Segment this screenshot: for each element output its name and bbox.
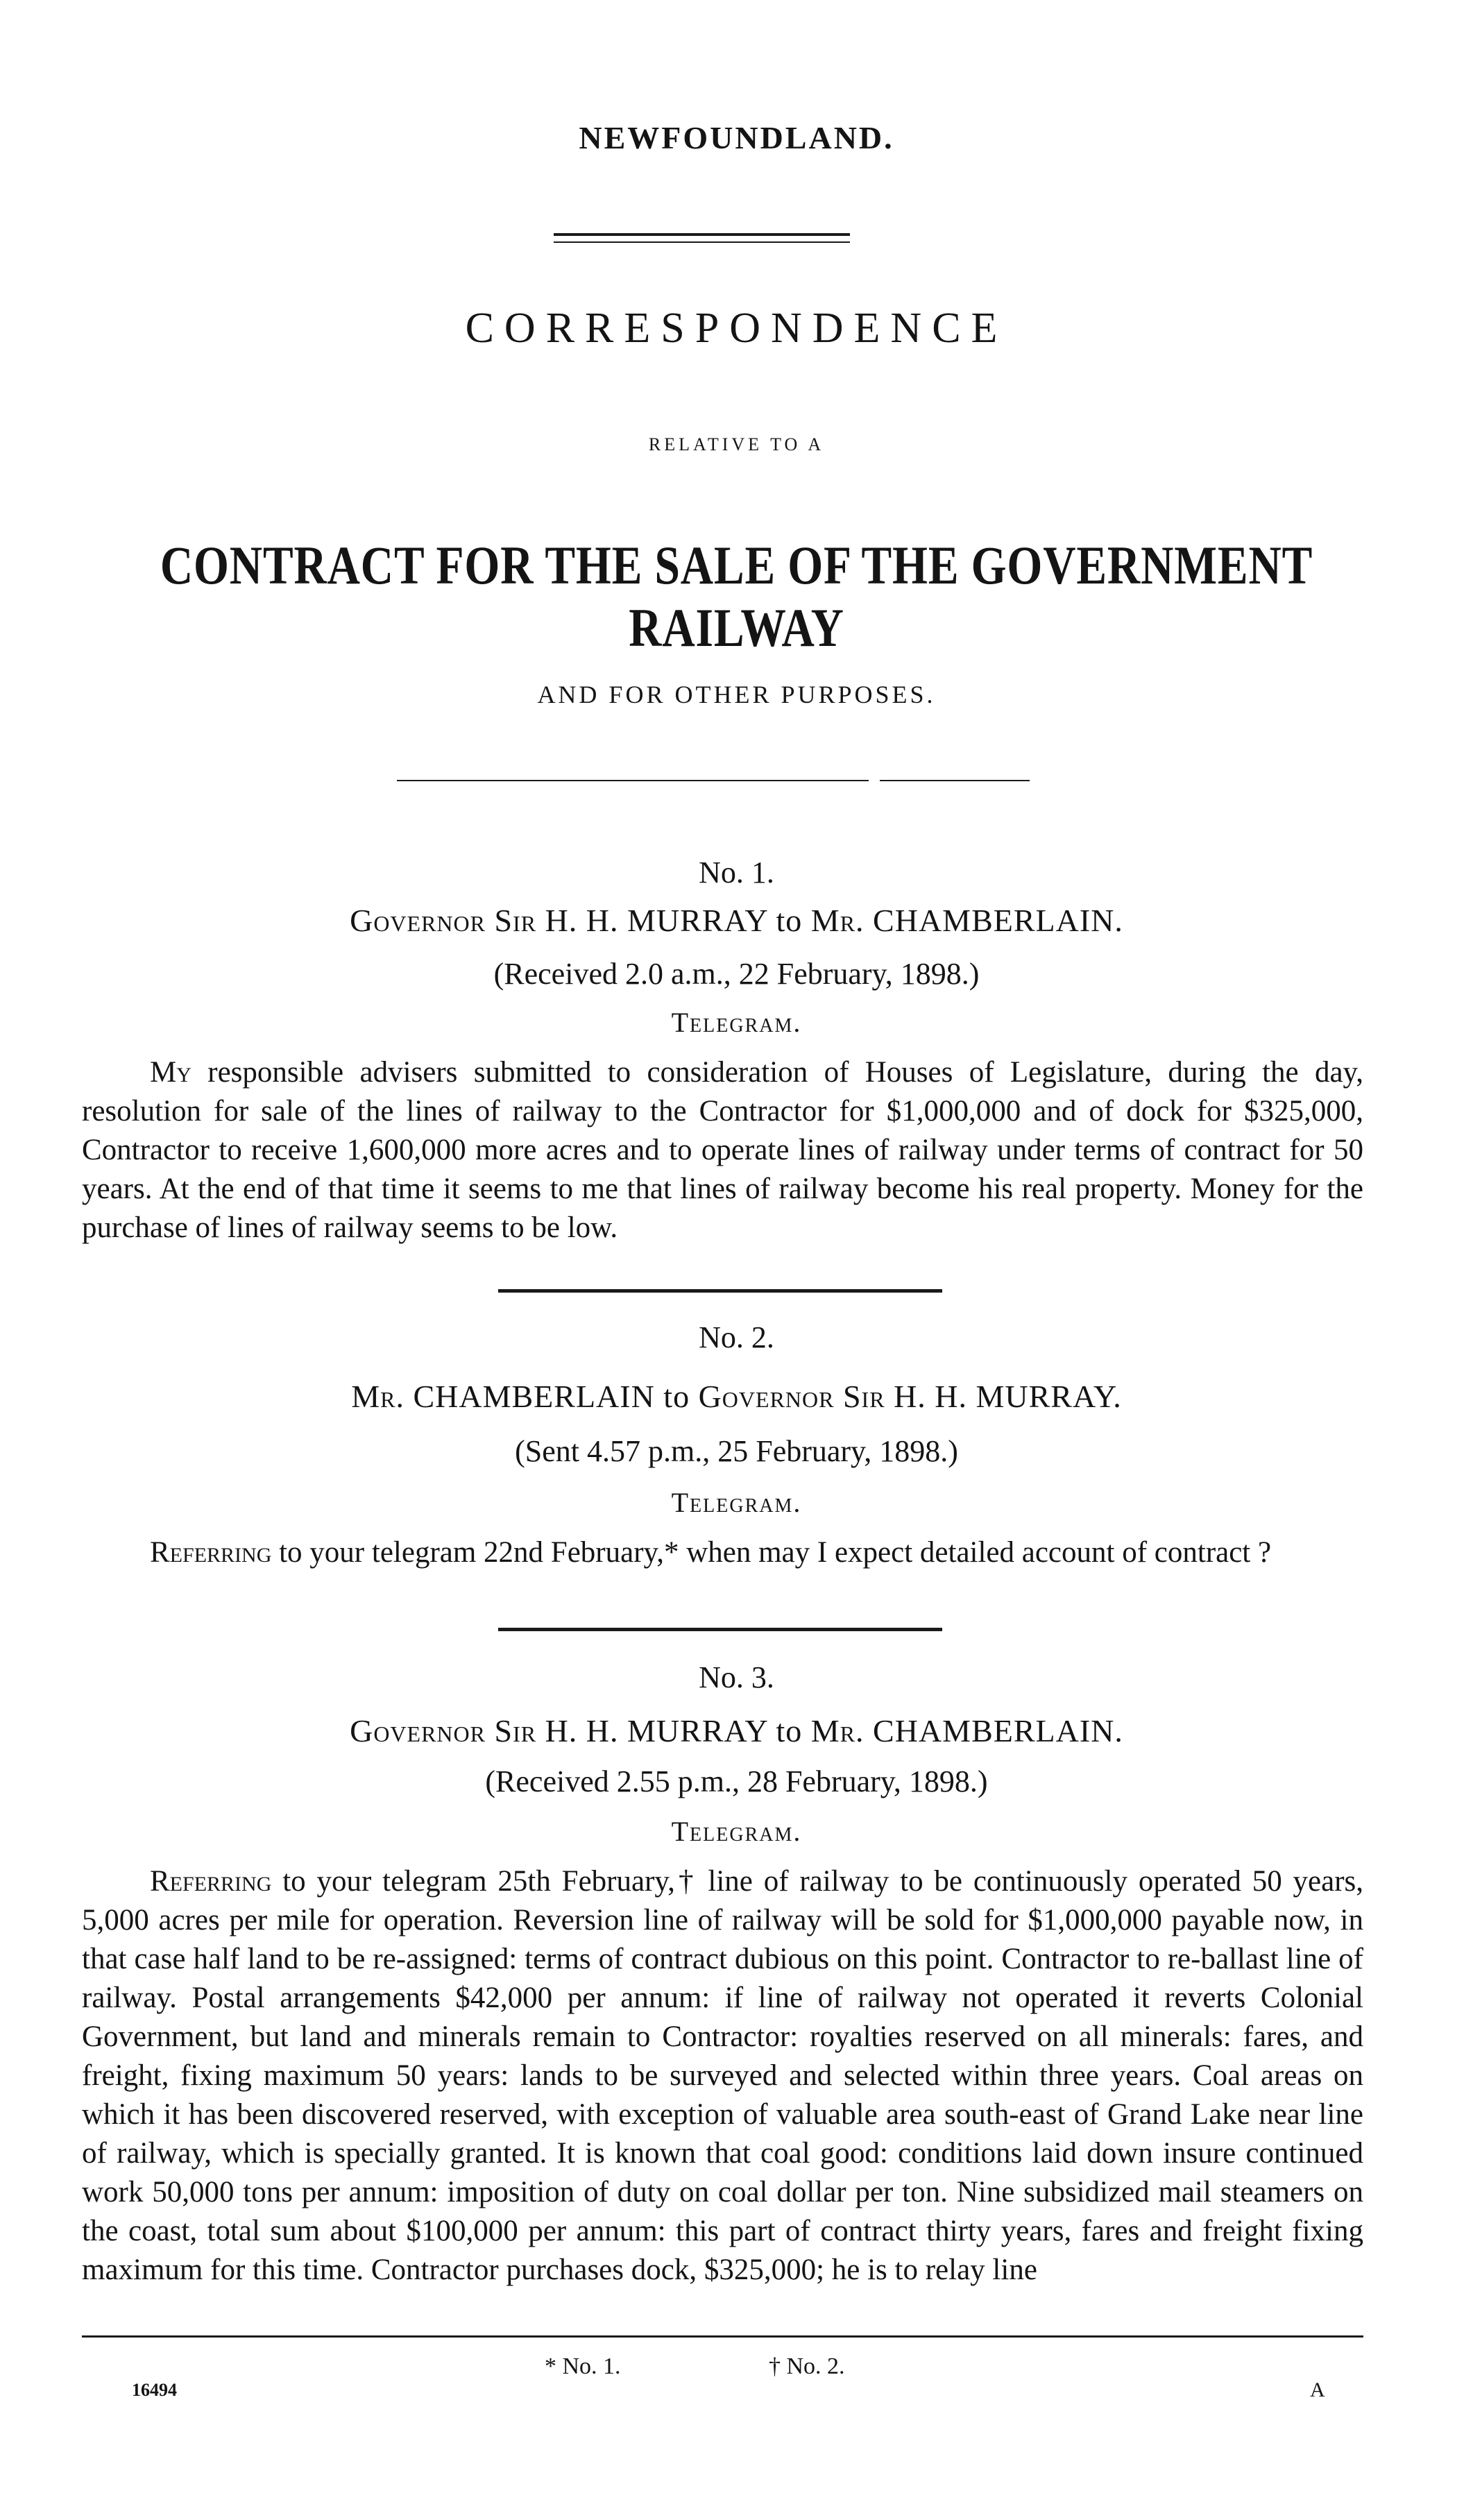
dispatch-body-lead: Referring [150,1865,272,1898]
sender-name: CHAMBERLAIN [413,1379,655,1414]
dispatch-type: Telegram. [671,1816,802,1847]
main-heading: CONTRACT FOR THE SALE OF THE GOVERNMENT RAILWAY [160,535,1313,658]
dispatch-parties [0,902,1473,939]
document-title: CORRESPONDENCE [465,305,1008,352]
sender-title: Governor Sir [350,1713,537,1748]
dispatch-number: No. 3. [699,1660,774,1694]
dispatch-body [82,1862,1363,2290]
dispatch-number: No. 2. [699,1320,774,1354]
dispatch-body [82,1533,1363,1572]
dispatch-type: Telegram. [671,1007,802,1038]
dispatch-date: (Received 2.0 a.m., 22 February, 1898.) [493,957,980,991]
recipient-title: Mr. [810,1713,865,1748]
recipient-name: H. H. MURRAY. [894,1379,1122,1414]
dispatch-body-text: responsible advisers submitted to consideration of Houses of Legislature, during the day, resolution for sale of the lines of railway to the Contractor for $1,000,000 and of dock for $325,000, Contractor to receive 1,600,000 more acres and to operate lines of railway under terms of contract for 50 years. At the end of that time it seems to me that lines of railway become his real property. Money for the purchase of lines of railway seems to be low. [82,1056,1364,1244]
sub-heading: AND FOR OTHER PURPOSES. [537,681,936,708]
section-divider-right [880,780,1030,781]
footnote-2: † No. 2. [769,2353,845,2379]
recipient-title: Governor Sir [698,1379,885,1414]
dispatch-parties [0,1378,1473,1415]
footnote-rule [82,2335,1363,2338]
dispatch-type: Telegram. [671,1487,802,1518]
dispatch-separator [498,1289,942,1293]
title-double-rule [554,233,850,243]
recipient-title: Mr. [810,903,865,938]
dispatch-body-lead: Referring [150,1536,272,1569]
dispatch-body-lead: My [150,1056,191,1089]
relative-to-label: RELATIVE TO A [648,434,825,454]
sender-name: H. H. MURRAY [545,1713,768,1748]
dispatch-date: (Received 2.55 p.m., 28 February, 1898.) [485,1764,988,1798]
dispatch-body-text: to your telegram 22nd February,* when may I expect detailed account of contract ? [279,1536,1272,1569]
region-heading: NEWFOUNDLAND. [579,120,894,155]
dispatch-parties [0,1712,1473,1749]
sender-name: H. H. MURRAY [545,903,768,938]
signature-mark: A [1310,2378,1325,2401]
recipient-name: CHAMBERLAIN. [873,1713,1123,1748]
dispatch-number: No. 1. [699,855,774,889]
page-code: 16494 [132,2380,177,2400]
dispatch-separator [498,1628,942,1631]
footnote-1: * No. 1. [545,2353,621,2379]
party-joiner: to [663,1379,690,1414]
dispatch-body [82,1053,1363,1248]
section-divider-left [397,780,869,781]
dispatch-date: (Sent 4.57 p.m., 25 February, 1898.) [515,1434,958,1468]
recipient-name: CHAMBERLAIN. [873,903,1123,938]
party-joiner: to [776,903,803,938]
dispatch-body-text: to your telegram 25th February,† line of railway to be continuously operated 50 years, 5,000 acres per mile for operation. Reversion line of railway will be sold for $1,000,000 payable now, in that case half land to be re-assigned: terms of contract dubious on this point. Contractor to re-ballast line of railway. Postal arrangements $42,000 per annum: if line of railway not operated it reverts Colonial Government, but land and minerals remain to Contractor: royalties reserved on all minerals: fares, and freight, fixing maximum 50 years: lands to be surveyed and selected within three years. Coal areas on which it has been discovered reserved, with exception of valuable area south-east of Grand Lake near line of railway, which is specially granted. It is known that coal good: conditions laid down insure continued work 50,000 tons per annum: imposition of duty on coal dollar per ton. Nine subsidized mail steamers on the coast, total sum about $100,000 per annum: this part of contract thirty years, fares and freight fixing maximum for this time. Contractor purchases dock, $325,000; he is to relay line [82,1865,1364,2286]
sender-title: Governor Sir [350,903,537,938]
sender-title: Mr. [351,1379,405,1414]
party-joiner: to [776,1713,803,1748]
